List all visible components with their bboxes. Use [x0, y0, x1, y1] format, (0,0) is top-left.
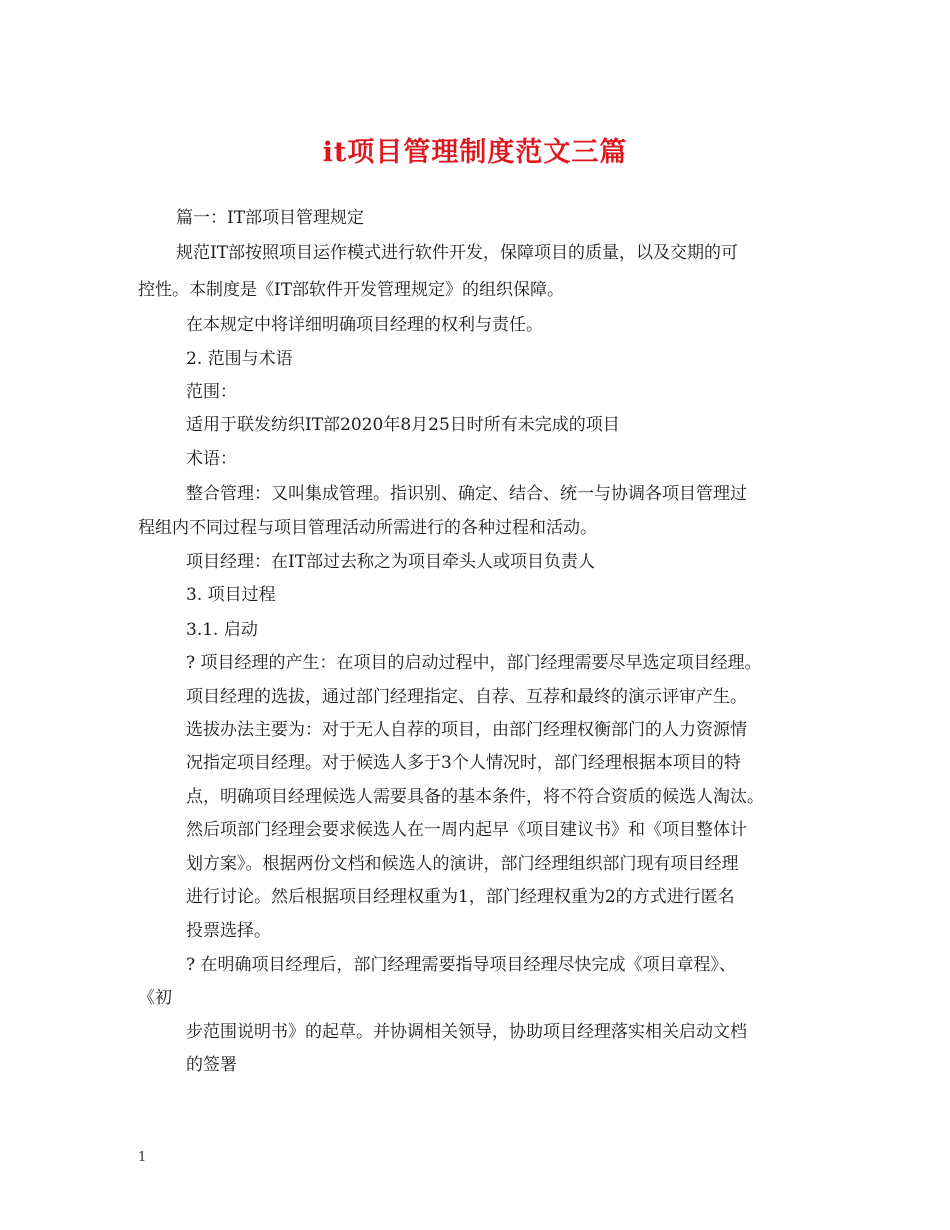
paragraph-line: 在本规定中将详细明确项目经理的权利与责任。 [186, 315, 543, 335]
paragraph-line: 步范围说明书》的起草。并协调相关领导，协助项目经理落实相关启动文档 [186, 1022, 747, 1042]
paragraph-line: 然后项部门经理会要求候选人在一周内起早《项目建议书》和《项目整体计 [186, 820, 747, 840]
subheading-initiation: 3.1. 启动 [186, 620, 258, 640]
paragraph-line: 选拔办法主要为：对于无人自荐的项目，由部门经理权衡部门的人力资源情 [186, 720, 747, 740]
paragraph-line: 的签署 [186, 1055, 237, 1075]
section-heading-part-one: 篇一：IT部项目管理规定 [176, 208, 365, 228]
paragraph-line: 划方案》。根据两份文档和候选人的演讲，部门经理组织部门现有项目经理 [186, 854, 739, 874]
paragraph-line: 整合管理：又叫集成管理。指识别、确定、结合、统一与协调各项目管理过 [186, 484, 747, 504]
paragraph-line: ? 项目经理的产生：在项目的启动过程中，部门经理需要尽早选定项目经理。 [186, 653, 762, 673]
subheading-terms: 术语： [186, 449, 237, 469]
paragraph-line: 投票选择。 [186, 921, 271, 941]
paragraph-line: 程组内不同过程与项目管理活动所需进行的各种过程和活动。 [138, 518, 597, 538]
paragraph-line: 项目经理：在IT部过去称之为项目牵头人或项目负责人 [186, 552, 596, 572]
paragraph-line: ? 在明确项目经理后，部门经理需要指导项目经理尽快完成《项目章程》、 [186, 955, 737, 975]
paragraph-line: 适用于联发纺织IT部2020年8月25日时所有未完成的项目 [186, 415, 620, 435]
paragraph-line: 控性。本制度是《IT部软件开发管理规定》的组织保障。 [138, 280, 565, 300]
page-number: 1 [138, 1150, 147, 1165]
paragraph-line: 进行讨论。然后根据项目经理权重为1，部门经理权重为2的方式进行匿名 [186, 887, 735, 907]
paragraph-line: 况指定项目经理。对于候选人多于3个人情况时，部门经理根据本项目的特 [186, 753, 741, 773]
paragraph-line: 项目经理的选拔，通过部门经理指定、自荐、互荐和最终的演示评审产生。 [186, 687, 747, 707]
paragraph-line: 规范IT部按照项目运作模式进行软件开发，保障项目的质量，以及交期的可 [176, 243, 739, 263]
paragraph-line: 点，明确项目经理候选人需要具备的基本条件，将不符合资质的候选人淘汰。 [186, 787, 764, 807]
subheading-scope: 范围： [186, 382, 237, 402]
page-title: it项目管理制度范文三篇 [322, 137, 628, 168]
paragraph-line: 《初 [138, 988, 172, 1008]
section-heading-scope: 2. 范围与术语 [186, 349, 293, 369]
section-heading-process: 3. 项目过程 [186, 585, 276, 605]
